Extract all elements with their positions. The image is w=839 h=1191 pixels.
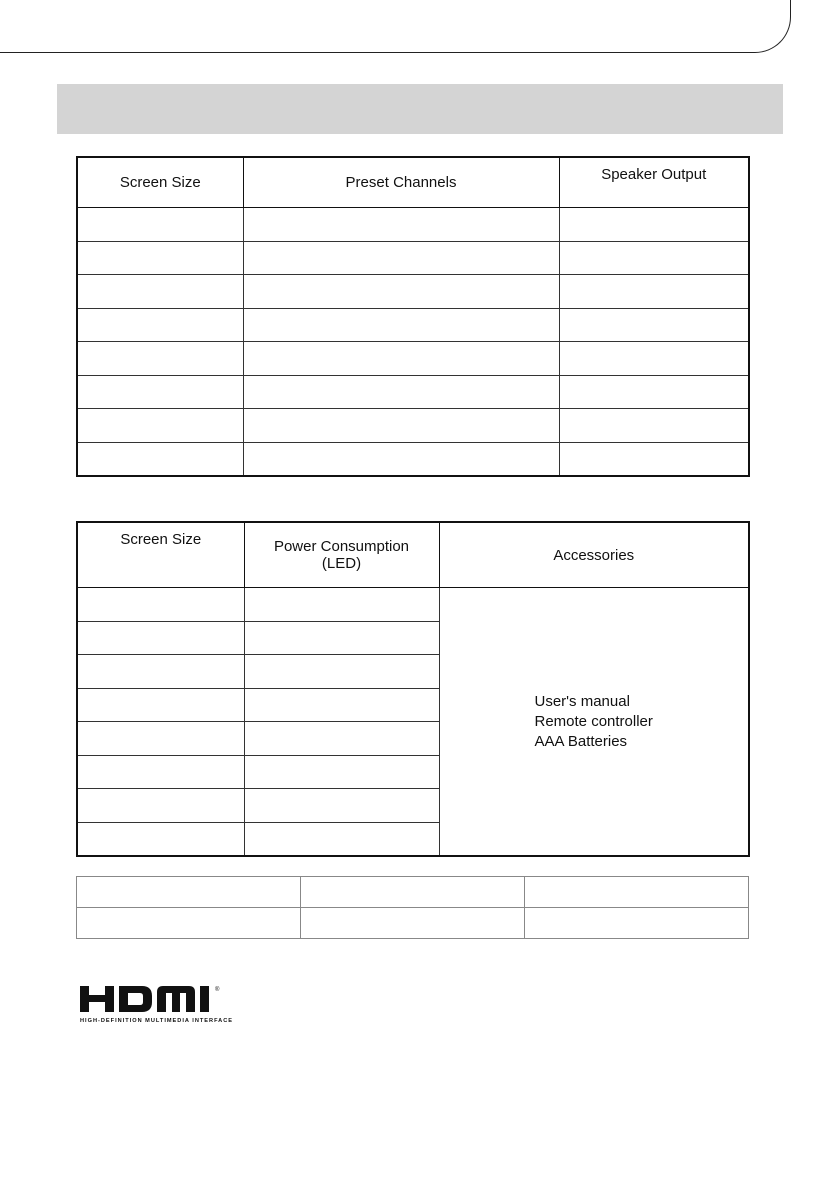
column-header-screen-size: Screen Size (77, 522, 244, 588)
table-cell (244, 722, 439, 756)
accessory-item: User's manual (534, 692, 630, 710)
table-cell (77, 588, 244, 622)
table-cell (244, 688, 439, 722)
table-cell (559, 409, 749, 443)
table-cell (244, 789, 439, 823)
table-cell (525, 877, 749, 908)
column-header-accessories: Accessories (439, 522, 749, 588)
accessory-item: AAA Batteries (534, 732, 628, 750)
header-line: (LED) (321, 555, 362, 572)
section-header-band (57, 84, 783, 134)
table-cell (559, 275, 749, 309)
table-cell (77, 877, 301, 908)
table-cell (243, 308, 559, 342)
table-cell (77, 241, 243, 275)
table-cell (77, 722, 244, 756)
registered-mark: ® (215, 987, 220, 993)
table-row (77, 588, 749, 622)
table-cell (559, 375, 749, 409)
table-cell (244, 822, 439, 856)
specs-table-channels (76, 156, 750, 477)
table-cell (559, 442, 749, 476)
table-row (77, 208, 749, 242)
table-cell (244, 621, 439, 655)
table-cell (77, 275, 243, 309)
table-cell (243, 241, 559, 275)
column-header-preset-channels: Preset Channels (243, 157, 559, 208)
table-cell (301, 877, 525, 908)
table-cell (77, 822, 244, 856)
table-cell (243, 208, 559, 242)
table-row (77, 375, 749, 409)
table-cell (77, 655, 244, 689)
table-cell (77, 789, 244, 823)
table-row (77, 409, 749, 443)
table-cell (77, 342, 243, 376)
table-cell (301, 908, 525, 939)
table-row (77, 275, 749, 309)
table-cell (77, 208, 243, 242)
hdmi-logo (80, 982, 245, 1028)
table-cell (77, 688, 244, 722)
column-header-screen-size: Screen Size (77, 157, 243, 208)
table-row (77, 877, 749, 908)
specs-table-misc (76, 876, 749, 939)
hdmi-tagline: HIGH-DEFINITION MULTIMEDIA INTERFACE (80, 1018, 233, 1024)
table-cell (244, 588, 439, 622)
table-header-row (77, 157, 749, 208)
table-cell (77, 409, 243, 443)
table-row (77, 442, 749, 476)
accessory-item: Remote controller (534, 712, 653, 730)
table-row (77, 342, 749, 376)
table-row (77, 241, 749, 275)
page-corner-outline (0, 0, 791, 53)
column-header-speaker-output: Speaker Output (559, 157, 749, 208)
table-cell (243, 409, 559, 443)
header-line: Power Consumption (273, 538, 410, 555)
table-cell (243, 442, 559, 476)
table-cell (559, 208, 749, 242)
table-header-row (77, 522, 749, 588)
table-cell (77, 755, 244, 789)
table-cell (77, 908, 301, 939)
table-cell (77, 375, 243, 409)
table-cell (244, 755, 439, 789)
column-header-power-consumption (244, 522, 439, 588)
table-row (77, 308, 749, 342)
table-cell (559, 241, 749, 275)
table-cell (525, 908, 749, 939)
table-cell (243, 275, 559, 309)
table-cell (559, 342, 749, 376)
table-cell (243, 342, 559, 376)
accessories-cell (439, 588, 749, 857)
table-cell (243, 375, 559, 409)
table-cell (244, 655, 439, 689)
table-cell (559, 308, 749, 342)
table-row (77, 908, 749, 939)
specs-table-power (76, 521, 750, 857)
table-cell (77, 442, 243, 476)
table-cell (77, 621, 244, 655)
table-cell (77, 308, 243, 342)
